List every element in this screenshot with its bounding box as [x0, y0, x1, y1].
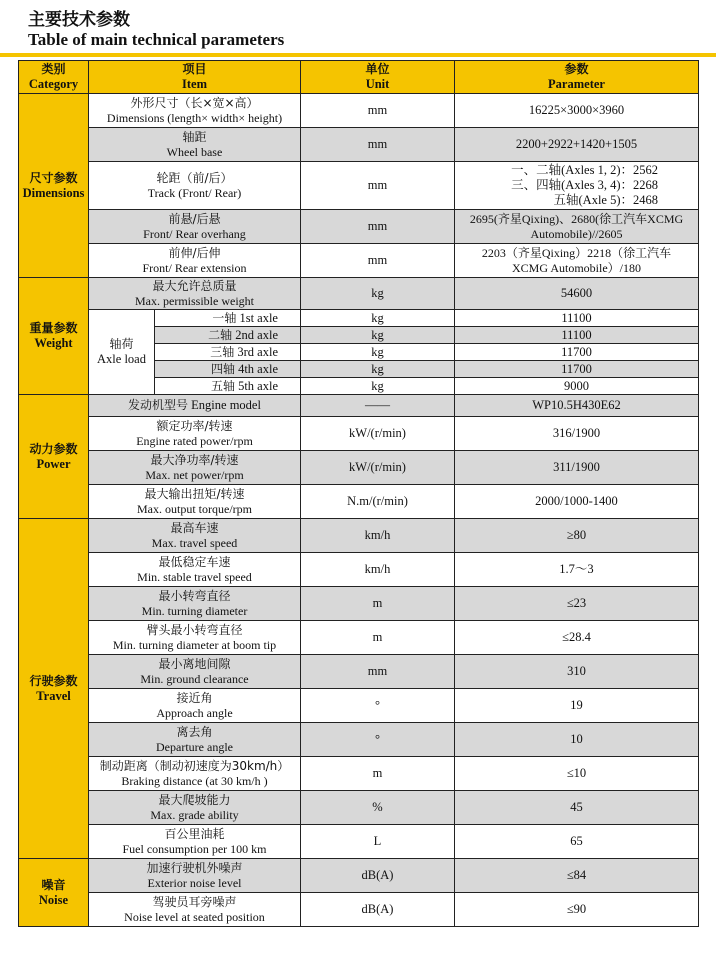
param-cell: 316/1900: [455, 417, 699, 451]
unit-cell: ——: [301, 395, 455, 417]
unit-cell: kg: [301, 361, 455, 378]
param-cell: 一、二轴(Axles 1, 2)：2562 三、四轴(Axles 3, 4)：2268 五轴(Axle 5)：2468: [455, 162, 699, 210]
unit-cell: kg: [301, 278, 455, 310]
unit-cell: kW/(r/min): [301, 417, 455, 451]
param-cell: 2200+2922+1420+1505: [455, 128, 699, 162]
table-row: [19, 859, 699, 893]
item-cell: 额定功率/转速 Engine rated power/rpm: [89, 417, 301, 451]
unit-cell: kg: [301, 327, 455, 344]
param-cell: ≤10: [455, 757, 699, 791]
item-cell: 轴距 Wheel base: [89, 128, 301, 162]
param-cell: ≤28.4: [455, 621, 699, 655]
param-cell: 1.7～3: [455, 553, 699, 587]
param-cell: 2000/1000-1400: [455, 485, 699, 519]
param-cell: 10: [455, 723, 699, 757]
header-unit: 单位 Unit: [301, 61, 455, 94]
header-parameter: 参数 Parameter: [455, 61, 699, 94]
item-cell: 轮距（前/后） Track (Front/ Rear): [89, 162, 301, 210]
param-cell: 45: [455, 791, 699, 825]
item-cell: 接近角 Approach angle: [89, 689, 301, 723]
param-cell: 11100: [455, 327, 699, 344]
category-travel: 行驶参数 Travel: [19, 519, 89, 859]
unit-cell: L: [301, 825, 455, 859]
param-cell: 65: [455, 825, 699, 859]
item-cell: 发动机型号 Engine model: [89, 395, 301, 417]
item-cell: 加速行驶机外噪声 Exterior noise level: [89, 859, 301, 893]
header-row: [19, 61, 699, 94]
param-cell: 2695(齐星Qixing)、2680(徐工汽车XCMG Automobile)//2605: [455, 210, 699, 244]
item-cell: 最大净功率/转速 Max. net power/rpm: [89, 451, 301, 485]
unit-cell: %: [301, 791, 455, 825]
item-cell: 外形尺寸（长×宽×高） Dimensions (length× width× height): [89, 94, 301, 128]
table-row: [19, 689, 699, 723]
param-cell: 311/1900: [455, 451, 699, 485]
item-cell: 百公里油耗 Fuel consumption per 100 km: [89, 825, 301, 859]
item-cell: 最高车速 Max. travel speed: [89, 519, 301, 553]
axle-item: 四轴 4th axle: [155, 361, 301, 378]
technical-parameters-table: [18, 60, 699, 927]
param-cell: 16225×3000×3960: [455, 94, 699, 128]
title-rule: [0, 53, 716, 57]
table-row: [19, 94, 699, 128]
param-cell: 54600: [455, 278, 699, 310]
param-cell: 19: [455, 689, 699, 723]
param-cell: 11100: [455, 310, 699, 327]
unit-cell: kg: [301, 344, 455, 361]
unit-cell: m: [301, 587, 455, 621]
table-row: [19, 825, 699, 859]
table-row: [19, 757, 699, 791]
category-power: 动力参数 Power: [19, 395, 89, 519]
table-row: [19, 621, 699, 655]
param-cell: WP10.5H430E62: [455, 395, 699, 417]
unit-cell: mm: [301, 244, 455, 278]
unit-cell: m: [301, 757, 455, 791]
unit-cell: mm: [301, 210, 455, 244]
axle-load-label: 轴荷 Axle load: [89, 310, 155, 395]
header-category: 类别 Category: [19, 61, 89, 94]
param-cell: 9000: [455, 378, 699, 395]
table-row: [19, 723, 699, 757]
table-row: [19, 162, 699, 210]
unit-cell: °: [301, 723, 455, 757]
table-row: [19, 395, 699, 417]
unit-cell: °: [301, 689, 455, 723]
table-row: [19, 128, 699, 162]
unit-cell: mm: [301, 655, 455, 689]
table-row: [19, 278, 699, 310]
table-row: [19, 244, 699, 278]
unit-cell: kW/(r/min): [301, 451, 455, 485]
page-title-en: Table of main technical parameters: [28, 30, 285, 49]
table-row: [19, 655, 699, 689]
table-row: [19, 587, 699, 621]
item-cell: 前伸/后伸 Front/ Rear extension: [89, 244, 301, 278]
header-item: 项目 Item: [89, 61, 301, 94]
unit-cell: km/h: [301, 519, 455, 553]
table-row: [19, 791, 699, 825]
item-cell: 臂头最小转弯直径 Min. turning diameter at boom tip: [89, 621, 301, 655]
unit-cell: dB(A): [301, 859, 455, 893]
unit-cell: kg: [301, 310, 455, 327]
unit-cell: mm: [301, 162, 455, 210]
param-cell: 2203（齐星Qixing）2218（徐工汽车 XCMG Automobile）/180: [455, 244, 699, 278]
unit-cell: N.m/(r/min): [301, 485, 455, 519]
item-cell: 最小离地间隙 Min. ground clearance: [89, 655, 301, 689]
axle-item: 一轴 1st axle: [155, 310, 301, 327]
axle-item: 五轴 5th axle: [155, 378, 301, 395]
unit-cell: dB(A): [301, 893, 455, 927]
param-cell: 11700: [455, 344, 699, 361]
page-title-zh: 主要技术参数: [28, 10, 130, 30]
table-row: [19, 451, 699, 485]
table-row: [19, 417, 699, 451]
unit-cell: km/h: [301, 553, 455, 587]
unit-cell: m: [301, 621, 455, 655]
category-weight: 重量参数 Weight: [19, 278, 89, 395]
item-cell: 最小转弯直径 Min. turning diameter: [89, 587, 301, 621]
param-cell: 310: [455, 655, 699, 689]
axle-item: 二轴 2nd axle: [155, 327, 301, 344]
item-cell: 前悬/后悬 Front/ Rear overhang: [89, 210, 301, 244]
table-row: [19, 485, 699, 519]
table-row: [19, 893, 699, 927]
axle-item: 三轴 3rd axle: [155, 344, 301, 361]
table-row: [19, 210, 699, 244]
item-cell: 最大允许总质量 Max. permissible weight: [89, 278, 301, 310]
category-noise: 噪音 Noise: [19, 859, 89, 927]
item-cell: 最低稳定车速 Min. stable travel speed: [89, 553, 301, 587]
table-row: [19, 310, 699, 327]
table-row: [19, 553, 699, 587]
table-row: [19, 519, 699, 553]
param-cell: ≥80: [455, 519, 699, 553]
item-cell: 制动距离（制动初速度为30km/h） Braking distance (at 30 km/h ): [89, 757, 301, 791]
item-cell: 最大爬坡能力 Max. grade ability: [89, 791, 301, 825]
item-cell: 驾驶员耳旁噪声 Noise level at seated position: [89, 893, 301, 927]
param-cell: ≤84: [455, 859, 699, 893]
item-cell: 最大输出扭矩/转速 Max. output torque/rpm: [89, 485, 301, 519]
item-cell: 离去角 Departure angle: [89, 723, 301, 757]
unit-cell: mm: [301, 128, 455, 162]
param-cell: ≤90: [455, 893, 699, 927]
param-cell: 11700: [455, 361, 699, 378]
unit-cell: mm: [301, 94, 455, 128]
unit-cell: kg: [301, 378, 455, 395]
category-dimensions: 尺寸参数 Dimensions: [19, 94, 89, 278]
param-cell: ≤23: [455, 587, 699, 621]
